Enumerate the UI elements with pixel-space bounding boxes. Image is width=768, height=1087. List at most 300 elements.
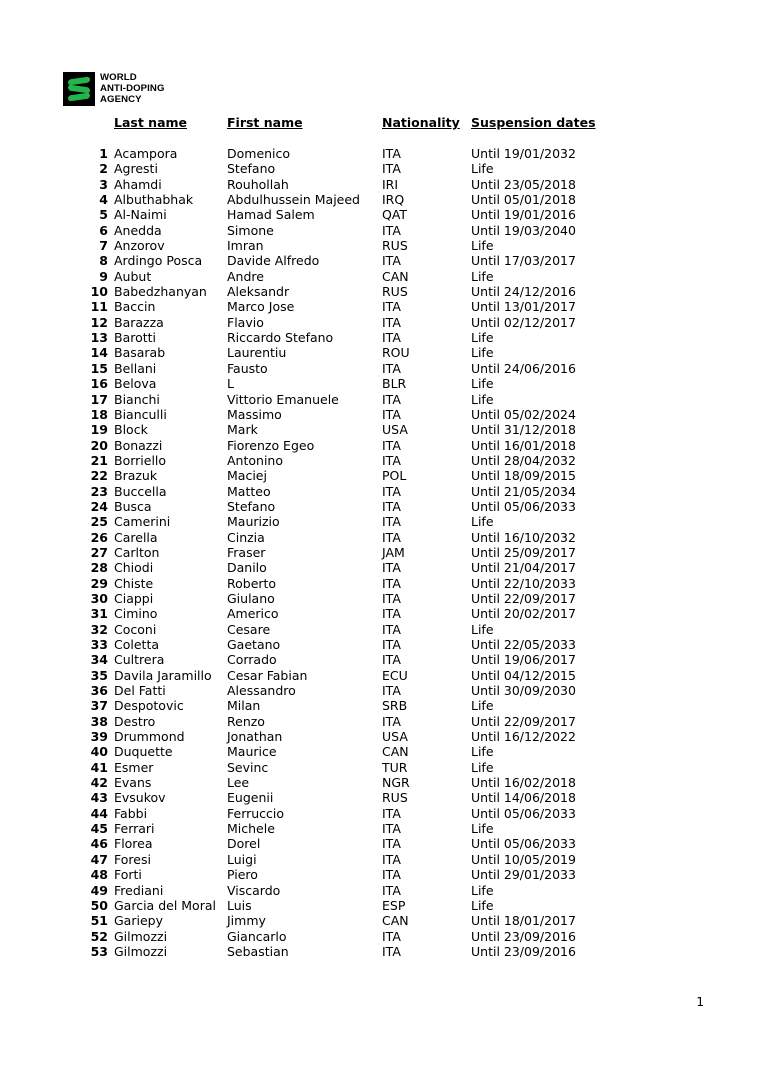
first-name-cell: Vittorio Emanuele — [227, 391, 339, 407]
table-row — [0, 207, 768, 222]
first-name-cell: Roberto — [227, 575, 277, 591]
nationality-cell: CAN — [382, 268, 409, 284]
suspension-cell: Until 20/02/2017 — [471, 606, 576, 622]
last-name-cell: Camerini — [114, 514, 171, 530]
last-name-cell: Belova — [114, 376, 157, 392]
table-row — [0, 560, 768, 575]
table-row — [0, 790, 768, 805]
nationality-cell: RUS — [382, 790, 408, 806]
first-name-cell: Danilo — [227, 560, 267, 576]
row-number: 5 — [99, 207, 108, 223]
suspension-cell: Until 16/01/2018 — [471, 437, 576, 453]
suspension-cell: Life — [471, 345, 494, 361]
last-name-cell: Destro — [114, 713, 156, 729]
suspension-cell: Until 05/06/2033 — [471, 805, 576, 821]
last-name-cell: Cimino — [114, 606, 158, 622]
first-name-cell: Domenico — [227, 146, 291, 161]
table-row — [0, 637, 768, 652]
first-name-cell: Andre — [227, 268, 264, 284]
last-name-cell: Agresti — [114, 161, 158, 177]
last-name-cell: Brazuk — [114, 468, 158, 484]
nationality-cell: ESP — [382, 897, 406, 913]
first-name-cell: Marco Jose — [227, 299, 295, 315]
first-name-cell: Renzo — [227, 713, 265, 729]
row-number: 41 — [90, 759, 108, 775]
nationality-cell: QAT — [382, 207, 408, 223]
table-row — [0, 376, 768, 391]
nationality-cell: ITA — [382, 161, 401, 177]
first-name-cell: Milan — [227, 698, 261, 714]
suspension-cell: Until 10/05/2019 — [471, 851, 576, 867]
nationality-cell: ITA — [382, 637, 401, 652]
header-suspension-dates: Suspension dates — [471, 115, 596, 130]
last-name-cell: Chiste — [114, 575, 154, 591]
last-name-cell: Evans — [114, 775, 152, 791]
table-row — [0, 284, 768, 299]
first-name-cell: Giulano — [227, 590, 275, 606]
first-name-cell: Massimo — [227, 406, 282, 422]
nationality-cell: ITA — [382, 867, 401, 883]
nationality-cell: NGR — [382, 775, 410, 791]
row-number: 27 — [90, 544, 108, 560]
row-number: 30 — [90, 590, 108, 606]
first-name-cell: Maurizio — [227, 514, 280, 530]
wada-logo — [63, 72, 165, 108]
nationality-cell: IRI — [382, 176, 399, 192]
row-number: 21 — [90, 452, 108, 468]
suspension-cell: Life — [471, 391, 494, 407]
row-number: 46 — [90, 836, 108, 852]
suspension-cell: Until 24/06/2016 — [471, 360, 576, 376]
suspension-cell: Until 14/06/2018 — [471, 790, 576, 806]
first-name-cell: Simone — [227, 222, 274, 238]
first-name-cell: Jimmy — [227, 913, 266, 929]
table-row — [0, 392, 768, 407]
first-name-cell: Fiorenzo Egeo — [227, 437, 315, 453]
last-name-cell: Al-Naimi — [114, 207, 167, 223]
nationality-cell: ITA — [382, 560, 401, 576]
suspension-cell: Until 30/09/2030 — [471, 683, 576, 699]
nationality-cell: ITA — [382, 805, 401, 821]
first-name-cell: Dorel — [227, 836, 261, 852]
table-row — [0, 253, 768, 268]
table-row — [0, 223, 768, 238]
last-name-cell: Ciappi — [114, 590, 154, 606]
table-row — [0, 683, 768, 698]
suspension-cell: Life — [471, 744, 494, 760]
nationality-cell: ITA — [382, 514, 401, 530]
table-row — [0, 238, 768, 253]
last-name-cell: Ardingo Posca — [114, 253, 203, 269]
last-name-cell: Block — [114, 422, 148, 438]
suspension-cell: Until 22/05/2033 — [471, 637, 576, 652]
table-row — [0, 898, 768, 913]
nationality-cell: POL — [382, 468, 407, 484]
table-row — [0, 929, 768, 944]
nationality-cell: ITA — [382, 928, 401, 944]
suspension-cell: Life — [471, 882, 494, 898]
row-number: 37 — [90, 698, 108, 714]
last-name-cell: Coconi — [114, 621, 157, 637]
first-name-cell: Fraser — [227, 544, 266, 560]
last-name-cell: Chiodi — [114, 560, 154, 576]
first-name-cell: Cinzia — [227, 529, 265, 545]
nationality-cell: ITA — [382, 943, 401, 959]
first-name-cell: Aleksandr — [227, 284, 290, 300]
row-number: 16 — [90, 376, 108, 392]
nationality-cell: RUS — [382, 284, 408, 300]
table-row — [0, 744, 768, 759]
suspension-cell: Until 23/09/2016 — [471, 943, 576, 959]
row-number: 31 — [90, 606, 108, 622]
row-number: 38 — [90, 713, 108, 729]
last-name-cell: Carella — [114, 529, 158, 545]
last-name-cell: Anzorov — [114, 238, 165, 254]
first-name-cell: Corrado — [227, 652, 277, 668]
first-name-cell: L — [227, 376, 234, 392]
suspension-cell: Until 23/05/2018 — [471, 176, 576, 192]
nationality-cell: ITA — [382, 437, 401, 453]
first-name-cell: Matteo — [227, 483, 271, 499]
table-row — [0, 407, 768, 422]
table-row — [0, 821, 768, 836]
first-name-cell: Cesar Fabian — [227, 667, 308, 683]
last-name-cell: Gilmozzi — [114, 943, 168, 959]
row-number: 6 — [99, 222, 108, 238]
last-name-cell: Frediani — [114, 882, 164, 898]
row-number: 8 — [99, 253, 108, 269]
suspension-cell: Until 16/10/2032 — [471, 529, 576, 545]
row-number: 42 — [90, 775, 108, 791]
table-row — [0, 499, 768, 514]
first-name-cell: Stefano — [227, 498, 276, 514]
table-row — [0, 622, 768, 637]
row-number: 14 — [90, 345, 108, 361]
nationality-cell: SRB — [382, 698, 408, 714]
nationality-cell: ITA — [382, 606, 401, 622]
first-name-cell: Eugenii — [227, 790, 274, 806]
row-number: 17 — [90, 391, 108, 407]
suspension-cell: Until 18/09/2015 — [471, 468, 576, 484]
last-name-cell: Forti — [114, 867, 142, 883]
nationality-cell: JAM — [382, 544, 405, 560]
nationality-cell: ITA — [382, 575, 401, 591]
table-row — [0, 330, 768, 345]
row-number: 19 — [90, 422, 108, 438]
row-number: 40 — [90, 744, 108, 760]
suspension-cell: Life — [471, 330, 494, 346]
suspension-cell: Life — [471, 161, 494, 177]
last-name-cell: Coletta — [114, 637, 160, 652]
suspension-cell: Until 16/02/2018 — [471, 775, 576, 791]
last-name-cell: Basarab — [114, 345, 166, 361]
nationality-cell: ITA — [382, 821, 401, 837]
last-name-cell: Ferrari — [114, 821, 155, 837]
suspension-cell: Until 23/09/2016 — [471, 928, 576, 944]
suspension-cell: Until 19/01/2016 — [471, 207, 576, 223]
suspension-cell: Life — [471, 698, 494, 714]
nationality-cell: ITA — [382, 299, 401, 315]
row-number: 24 — [90, 498, 108, 514]
row-number: 48 — [90, 867, 108, 883]
table-row — [0, 345, 768, 360]
table-row — [0, 514, 768, 529]
nationality-cell: ITA — [382, 713, 401, 729]
first-name-cell: Jonathan — [227, 729, 283, 745]
nationality-cell: RUS — [382, 238, 408, 254]
first-name-cell: Rouhollah — [227, 176, 289, 192]
last-name-cell: Barotti — [114, 330, 157, 346]
last-name-cell: Borriello — [114, 452, 167, 468]
suspension-cell: Until 28/04/2032 — [471, 452, 576, 468]
row-number: 1 — [99, 146, 108, 161]
table-row — [0, 714, 768, 729]
last-name-cell: Bianculli — [114, 406, 167, 422]
last-name-cell: Aubut — [114, 268, 152, 284]
row-number: 18 — [90, 406, 108, 422]
first-name-cell: Laurentiu — [227, 345, 287, 361]
table-row — [0, 760, 768, 775]
suspension-cell: Until 24/12/2016 — [471, 284, 576, 300]
first-name-cell: Luis — [227, 897, 252, 913]
table-row — [0, 867, 768, 882]
row-number: 20 — [90, 437, 108, 453]
row-number: 22 — [90, 468, 108, 484]
table-row — [0, 161, 768, 176]
row-number: 3 — [99, 176, 108, 192]
table-row — [0, 883, 768, 898]
suspension-cell: Life — [471, 238, 494, 254]
row-number: 9 — [99, 268, 108, 284]
suspension-cell: Until 25/09/2017 — [471, 544, 576, 560]
first-name-cell: Alessandro — [227, 683, 296, 699]
table-row — [0, 484, 768, 499]
nationality-cell: TUR — [382, 759, 408, 775]
table-row — [0, 775, 768, 790]
suspension-cell: Life — [471, 759, 494, 775]
last-name-cell: Gilmozzi — [114, 928, 168, 944]
nationality-cell: ITA — [382, 590, 401, 606]
logo-line-1: WORLD — [100, 72, 137, 83]
suspension-cell: Until 17/03/2017 — [471, 253, 576, 269]
suspension-cell: Until 22/09/2017 — [471, 713, 576, 729]
row-number: 53 — [90, 943, 108, 959]
first-name-cell: Cesare — [227, 621, 271, 637]
row-number: 51 — [90, 913, 108, 929]
first-name-cell: Lee — [227, 775, 250, 791]
nationality-cell: ITA — [382, 652, 401, 668]
first-name-cell: Abdulhussein Majeed — [227, 192, 360, 208]
table-row — [0, 698, 768, 713]
nationality-cell: ITA — [382, 314, 401, 330]
last-name-cell: Ahamdi — [114, 176, 162, 192]
row-number: 47 — [90, 851, 108, 867]
last-name-cell: Davila Jaramillo — [114, 667, 212, 683]
header-last-name: Last name — [114, 115, 188, 130]
table-row — [0, 913, 768, 928]
row-number: 45 — [90, 821, 108, 837]
last-name-cell: Cultrera — [114, 652, 165, 668]
row-number: 29 — [90, 575, 108, 591]
last-name-cell: Baccin — [114, 299, 156, 315]
table-row — [0, 438, 768, 453]
last-name-cell: Acampora — [114, 146, 178, 161]
row-number: 11 — [90, 299, 108, 315]
last-name-cell: Evsukov — [114, 790, 166, 806]
suspension-cell: Until 31/12/2018 — [471, 422, 576, 438]
suspension-cell: Until 22/10/2033 — [471, 575, 576, 591]
row-number: 43 — [90, 790, 108, 806]
suspension-cell: Until 16/12/2022 — [471, 729, 576, 745]
suspension-cell: Until 02/12/2017 — [471, 314, 576, 330]
table-row — [0, 269, 768, 284]
row-number: 7 — [99, 238, 108, 254]
nationality-cell: ECU — [382, 667, 408, 683]
suspension-cell: Until 05/06/2033 — [471, 836, 576, 852]
first-name-cell: Sebastian — [227, 943, 289, 959]
table-row — [0, 453, 768, 468]
last-name-cell: Esmer — [114, 759, 154, 775]
nationality-cell: ITA — [382, 882, 401, 898]
nationality-cell: ITA — [382, 683, 401, 699]
row-number: 52 — [90, 928, 108, 944]
row-number: 36 — [90, 683, 108, 699]
suspension-cell: Life — [471, 376, 494, 392]
last-name-cell: Despotovic — [114, 698, 184, 714]
last-name-cell: Foresi — [114, 851, 151, 867]
suspension-list — [0, 146, 768, 959]
table-row — [0, 530, 768, 545]
table-row — [0, 836, 768, 851]
first-name-cell: Fausto — [227, 360, 268, 376]
last-name-cell: Bianchi — [114, 391, 160, 407]
table-row — [0, 422, 768, 437]
suspension-cell: Until 29/01/2033 — [471, 867, 576, 883]
first-name-cell: Maurice — [227, 744, 277, 760]
header-nationality: Nationality — [382, 115, 460, 130]
row-number: 28 — [90, 560, 108, 576]
suspension-cell: Until 22/09/2017 — [471, 590, 576, 606]
table-row — [0, 606, 768, 621]
nationality-cell: BLR — [382, 376, 407, 392]
first-name-cell: Giancarlo — [227, 928, 287, 944]
table-row — [0, 468, 768, 483]
last-name-cell: Barazza — [114, 314, 164, 330]
table-row — [0, 146, 768, 161]
row-number: 44 — [90, 805, 108, 821]
suspension-cell: Until 19/01/2032 — [471, 146, 576, 161]
nationality-cell: USA — [382, 729, 408, 745]
suspension-cell: Until 18/01/2017 — [471, 913, 576, 929]
table-row — [0, 729, 768, 744]
row-number: 10 — [90, 284, 108, 300]
suspension-cell: Life — [471, 268, 494, 284]
table-row — [0, 852, 768, 867]
table-row — [0, 591, 768, 606]
last-name-cell: Fabbi — [114, 805, 148, 821]
nationality-cell: ITA — [382, 222, 401, 238]
first-name-cell: Michele — [227, 821, 275, 837]
wada-logo-icon — [63, 72, 95, 106]
first-name-cell: Flavio — [227, 314, 264, 330]
table-row — [0, 315, 768, 330]
row-number: 33 — [90, 637, 108, 652]
suspension-cell: Life — [471, 514, 494, 530]
row-number: 13 — [90, 330, 108, 346]
last-name-cell: Albuthabhak — [114, 192, 194, 208]
table-row — [0, 545, 768, 560]
nationality-cell: ITA — [382, 621, 401, 637]
table-row — [0, 944, 768, 959]
row-number: 49 — [90, 882, 108, 898]
last-name-cell: Busca — [114, 498, 152, 514]
first-name-cell: Americo — [227, 606, 279, 622]
nationality-cell: ITA — [382, 253, 401, 269]
row-number: 23 — [90, 483, 108, 499]
table-row — [0, 361, 768, 376]
nationality-cell: ITA — [382, 146, 401, 161]
suspension-cell: Until 19/03/2040 — [471, 222, 576, 238]
suspension-cell: Until 05/06/2033 — [471, 498, 576, 514]
nationality-cell: ITA — [382, 330, 401, 346]
last-name-cell: Garcia del Moral — [114, 897, 216, 913]
first-name-cell: Luigi — [227, 851, 257, 867]
nationality-cell: ITA — [382, 529, 401, 545]
first-name-cell: Hamad Salem — [227, 207, 315, 223]
row-number: 4 — [99, 192, 108, 208]
table-row — [0, 652, 768, 667]
first-name-cell: Gaetano — [227, 637, 281, 652]
table-row — [0, 668, 768, 683]
table-row — [0, 177, 768, 192]
row-number: 15 — [90, 360, 108, 376]
nationality-cell: ITA — [382, 851, 401, 867]
last-name-cell: Babedzhanyan — [114, 284, 207, 300]
first-name-cell: Piero — [227, 867, 258, 883]
nationality-cell: ITA — [382, 360, 401, 376]
first-name-cell: Imran — [227, 238, 264, 254]
row-number: 26 — [90, 529, 108, 545]
first-name-cell: Antonino — [227, 452, 283, 468]
suspension-cell: Until 05/01/2018 — [471, 192, 576, 208]
nationality-cell: ROU — [382, 345, 410, 361]
logo-line-3: AGENCY — [100, 94, 142, 105]
row-number: 34 — [90, 652, 108, 668]
last-name-cell: Florea — [114, 836, 153, 852]
nationality-cell: IRQ — [382, 192, 405, 208]
suspension-cell: Until 13/01/2017 — [471, 299, 576, 315]
row-number: 2 — [99, 161, 108, 177]
first-name-cell: Ferruccio — [227, 805, 285, 821]
last-name-cell: Anedda — [114, 222, 162, 238]
nationality-cell: ITA — [382, 483, 401, 499]
suspension-cell: Until 05/02/2024 — [471, 406, 576, 422]
row-number: 35 — [90, 667, 108, 683]
first-name-cell: Davide Alfredo — [227, 253, 320, 269]
row-number: 25 — [90, 514, 108, 530]
last-name-cell: Bellani — [114, 360, 157, 376]
suspension-cell: Life — [471, 821, 494, 837]
suspension-cell: Until 21/04/2017 — [471, 560, 576, 576]
table-row — [0, 192, 768, 207]
last-name-cell: Duquette — [114, 744, 173, 760]
page-number: 1 — [696, 995, 704, 1009]
nationality-cell: ITA — [382, 498, 401, 514]
logo-line-2: ANTI-DOPING — [100, 83, 165, 94]
suspension-cell: Until 21/05/2034 — [471, 483, 576, 499]
suspension-cell: Life — [471, 621, 494, 637]
table-row — [0, 299, 768, 314]
